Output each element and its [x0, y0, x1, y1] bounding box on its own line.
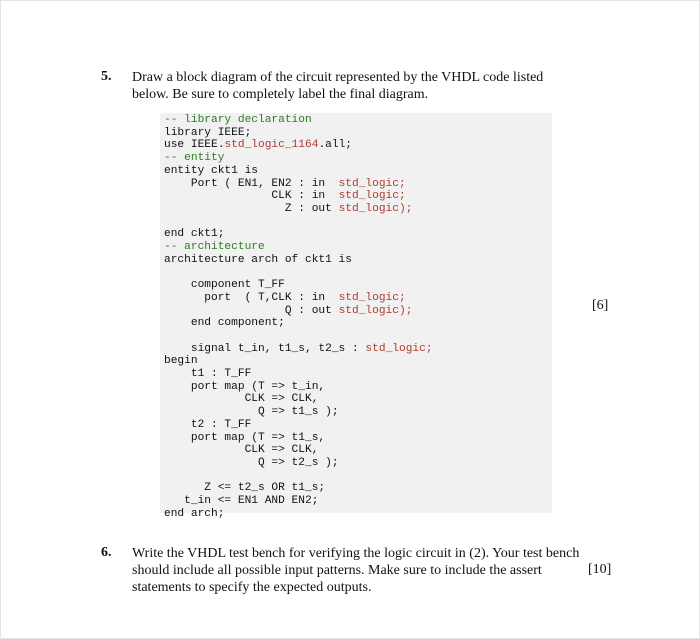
vhdl-code-listing [164, 114, 433, 521]
code-line: t2 : T_FF [164, 418, 252, 431]
code-line: signal t_in, t1_s, t2_s : [164, 342, 366, 355]
code-line: end ckt1; [164, 228, 225, 241]
code-type: std_logic); [338, 202, 413, 215]
code-type: std_logic_1164 [224, 139, 319, 152]
code-type: std_logic; [365, 342, 433, 355]
code-line: port map (T => t_in, [164, 380, 326, 393]
code-type: std_logic; [338, 190, 406, 203]
question-6-line-2: should include all possible input patterns. Make sure to include the assert [132, 563, 542, 578]
code-type: std_logic; [338, 177, 406, 190]
code-line: Q : out [164, 304, 339, 317]
code-line: entity ckt1 is [164, 164, 258, 177]
code-line: library IEEE; [164, 126, 252, 139]
code-line: CLK : in [164, 190, 339, 203]
question-6-line-3: statements to specify the expected outputs. [132, 580, 372, 595]
question-6-number: 6. [101, 545, 112, 560]
code-line: CLK => CLK, [164, 444, 319, 457]
question-5-line-2: below. Be sure to completely label the final diagram. [132, 87, 429, 102]
code-line: end component; [164, 317, 285, 330]
question-5-number: 5. [101, 69, 112, 84]
code-line: Q => t2_s ); [164, 456, 339, 469]
question-6-text [132, 545, 582, 596]
code-line: port map (T => t1_s, [164, 431, 326, 444]
question-5-marks: [6] [592, 298, 609, 313]
code-line: Z : out [164, 202, 339, 215]
code-line: begin [164, 355, 198, 368]
code-line: t1 : T_FF [164, 368, 252, 381]
code-line: component T_FF [164, 279, 285, 292]
code-line: Port ( EN1, EN2 : in [164, 177, 339, 190]
code-line: -- architecture [164, 241, 265, 254]
code-line: t_in <= EN1 AND EN2; [164, 495, 319, 508]
code-line: Q => t1_s ); [164, 406, 339, 419]
code-line: CLK => CLK, [164, 393, 319, 406]
code-line: -- library declaration [164, 114, 312, 126]
code-type: std_logic; [338, 291, 406, 304]
code-line: .all; [318, 139, 353, 152]
code-line: -- entity [164, 152, 225, 165]
question-6-line-1: Write the VHDL test bench for verifying the logic circuit in (2). Your test bench [132, 546, 580, 561]
code-line: use IEEE. [164, 139, 225, 152]
code-type: std_logic); [338, 304, 413, 317]
question-5-text [132, 69, 582, 103]
code-line: Z <= t2_s OR t1_s; [164, 482, 326, 495]
question-5-line-1: Draw a block diagram of the circuit represented by the VHDL code listed [132, 70, 544, 85]
code-line: end arch; [164, 507, 225, 520]
question-6-marks: [10] [588, 562, 612, 577]
code-line: architecture arch of ckt1 is [164, 253, 352, 266]
code-line: port ( T,CLK : in [164, 291, 339, 304]
